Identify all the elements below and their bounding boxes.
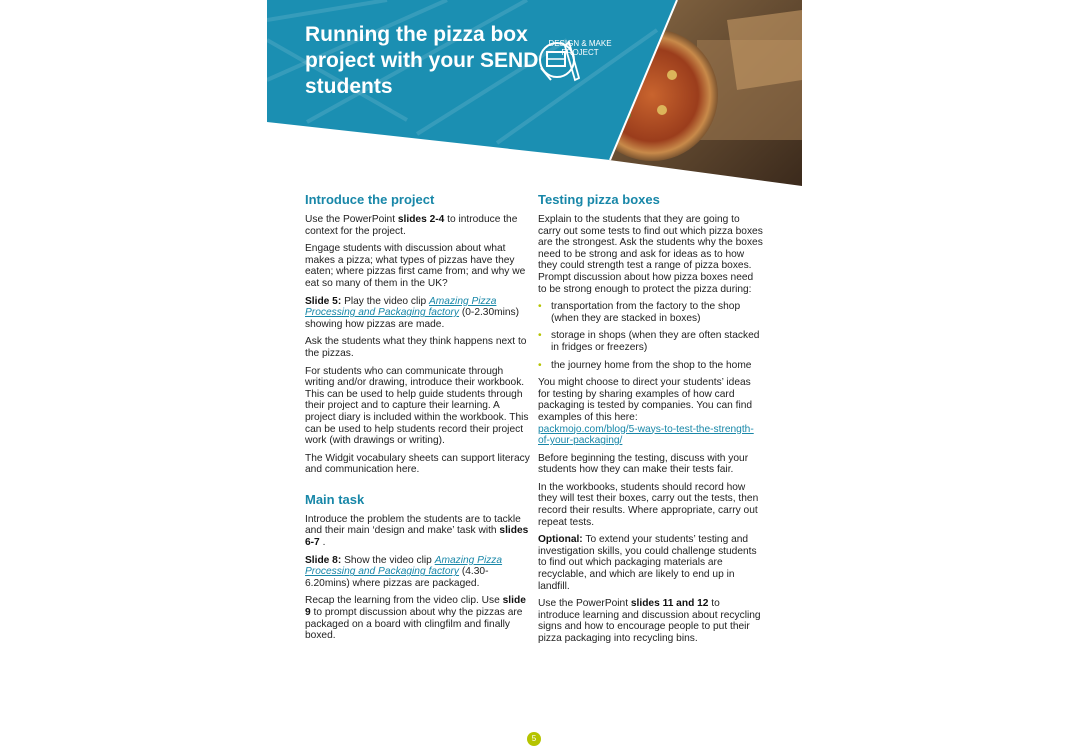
video-link[interactable]: Amazing Pizza Processing and Packaging factory <box>305 295 497 319</box>
paragraph: Before beginning the testing, discuss with your students how they can make their tests fair. <box>538 452 749 476</box>
text: to introduce learning and discussion about recycling signs and how to encourage people to put their pizza packaging into recycling bins. <box>538 598 761 644</box>
paragraph <box>538 377 764 447</box>
bold-text: Slide 5: <box>305 295 342 307</box>
paragraph <box>538 534 764 592</box>
right-column <box>538 192 764 651</box>
bold-text: slide 9 <box>305 595 526 619</box>
heading-testing-pizza-boxes: Testing pizza boxes <box>538 192 660 207</box>
paragraph: In the workbooks, students should record how they will test their boxes, carry out the tests, then record their results. Where appropriate, carry out repeat tests. <box>538 481 759 528</box>
text: You might choose to direct your students’ ideas for testing by sharing examples of how card packaging is tested by companies. You can find examples of this here: <box>538 377 753 423</box>
text: (0-2.30mins) showing how pizzas are made. <box>305 307 520 330</box>
paragraph: Explain to the students that they are going to carry out some tests to find out which pizza boxes are the strongest. Ask the students why the boxes need to be strong and ask for ideas as to how they could strength test a range of pizza boxes. Prompt discussion about how pizza boxes need to be strong enough to protect the pizza during: <box>538 214 763 295</box>
text: Use the PowerPoint <box>305 214 398 225</box>
heading-introduce-project: Introduce the project <box>305 192 435 207</box>
paragraph <box>305 214 531 237</box>
paragraph: Ask the students what they think happens next to the pizzas. <box>305 336 527 359</box>
header-banner <box>267 0 802 190</box>
paragraph: Engage students with discussion about what makes a pizza; what types of pizzas have they eaten; where pizzas first came from; and why we eat so many of them in the UK? <box>305 243 526 289</box>
bold-text: slides 11 and 12 <box>630 598 709 610</box>
logo-text: DESIGN & MAKE PROJECT <box>548 39 612 57</box>
video-link[interactable]: Amazing Pizza Processing and Packaging factory <box>305 554 503 578</box>
text: Recap the learning from the video clip. Use <box>305 595 503 607</box>
bold-text: slides 6-7 <box>305 525 529 549</box>
paragraph <box>305 514 531 549</box>
paragraph <box>305 555 531 590</box>
text: To extend your students’ testing and investigation skills, you could challenge students to find out which packaging materials are recyclable, and which are likely to end up in landfill. <box>538 534 757 592</box>
list-item: • transportation from the factory to the shop (when they are stacked in boxes) <box>538 301 764 324</box>
paragraph: The Widgit vocabulary sheets can support literacy and communication here. <box>305 452 530 476</box>
list-item: • the journey home from the shop to the home <box>538 360 764 372</box>
design-make-logo <box>535 38 625 57</box>
text: to prompt discussion about why the pizzas are packaged on a board with clingfilm and finally boxed. <box>305 607 523 642</box>
text: to introduce the context for the project. <box>305 214 518 237</box>
text: Introduce the problem the students are to tackle and their main ‘design and make’ task with <box>305 513 521 537</box>
design-make-icon <box>535 38 587 84</box>
text: . <box>319 537 326 549</box>
heading-main-task: Main task <box>305 491 365 507</box>
paragraph: For students who can communicate through writing and/or drawing, introduce their workbook. This can be used to help guide students through their project and to capture their learning. A project diary is included within the workbook. This can be used to help students record their project work (with drawings or writing). <box>305 365 529 447</box>
bold-text: slides 2-4 <box>397 214 445 225</box>
paragraph <box>305 595 531 641</box>
bold-text: Slide 8: <box>305 554 342 566</box>
bullet-list <box>538 301 764 371</box>
text: (4.30-6.20mins) where pizzas are packaged. <box>305 566 489 589</box>
packmojo-link[interactable]: packmojo.com/blog/5-ways-to-test-the-strength-of-your-packaging/ <box>538 423 754 447</box>
text: Show the video clip <box>341 554 435 566</box>
text: Play the video clip <box>341 295 430 307</box>
paragraph <box>538 598 764 644</box>
paragraph <box>305 296 531 331</box>
bold-text: Optional: <box>538 534 583 546</box>
text: Use the PowerPoint <box>538 598 631 610</box>
list-item: • storage in shops (when they are often stacked in fridges or freezers) <box>538 330 764 353</box>
page-title: Running the pizza box project with your SEND students <box>305 23 539 98</box>
spacer <box>305 482 531 492</box>
left-column <box>305 192 531 648</box>
page-number-badge: 5 <box>527 732 541 746</box>
document-page <box>267 0 802 756</box>
